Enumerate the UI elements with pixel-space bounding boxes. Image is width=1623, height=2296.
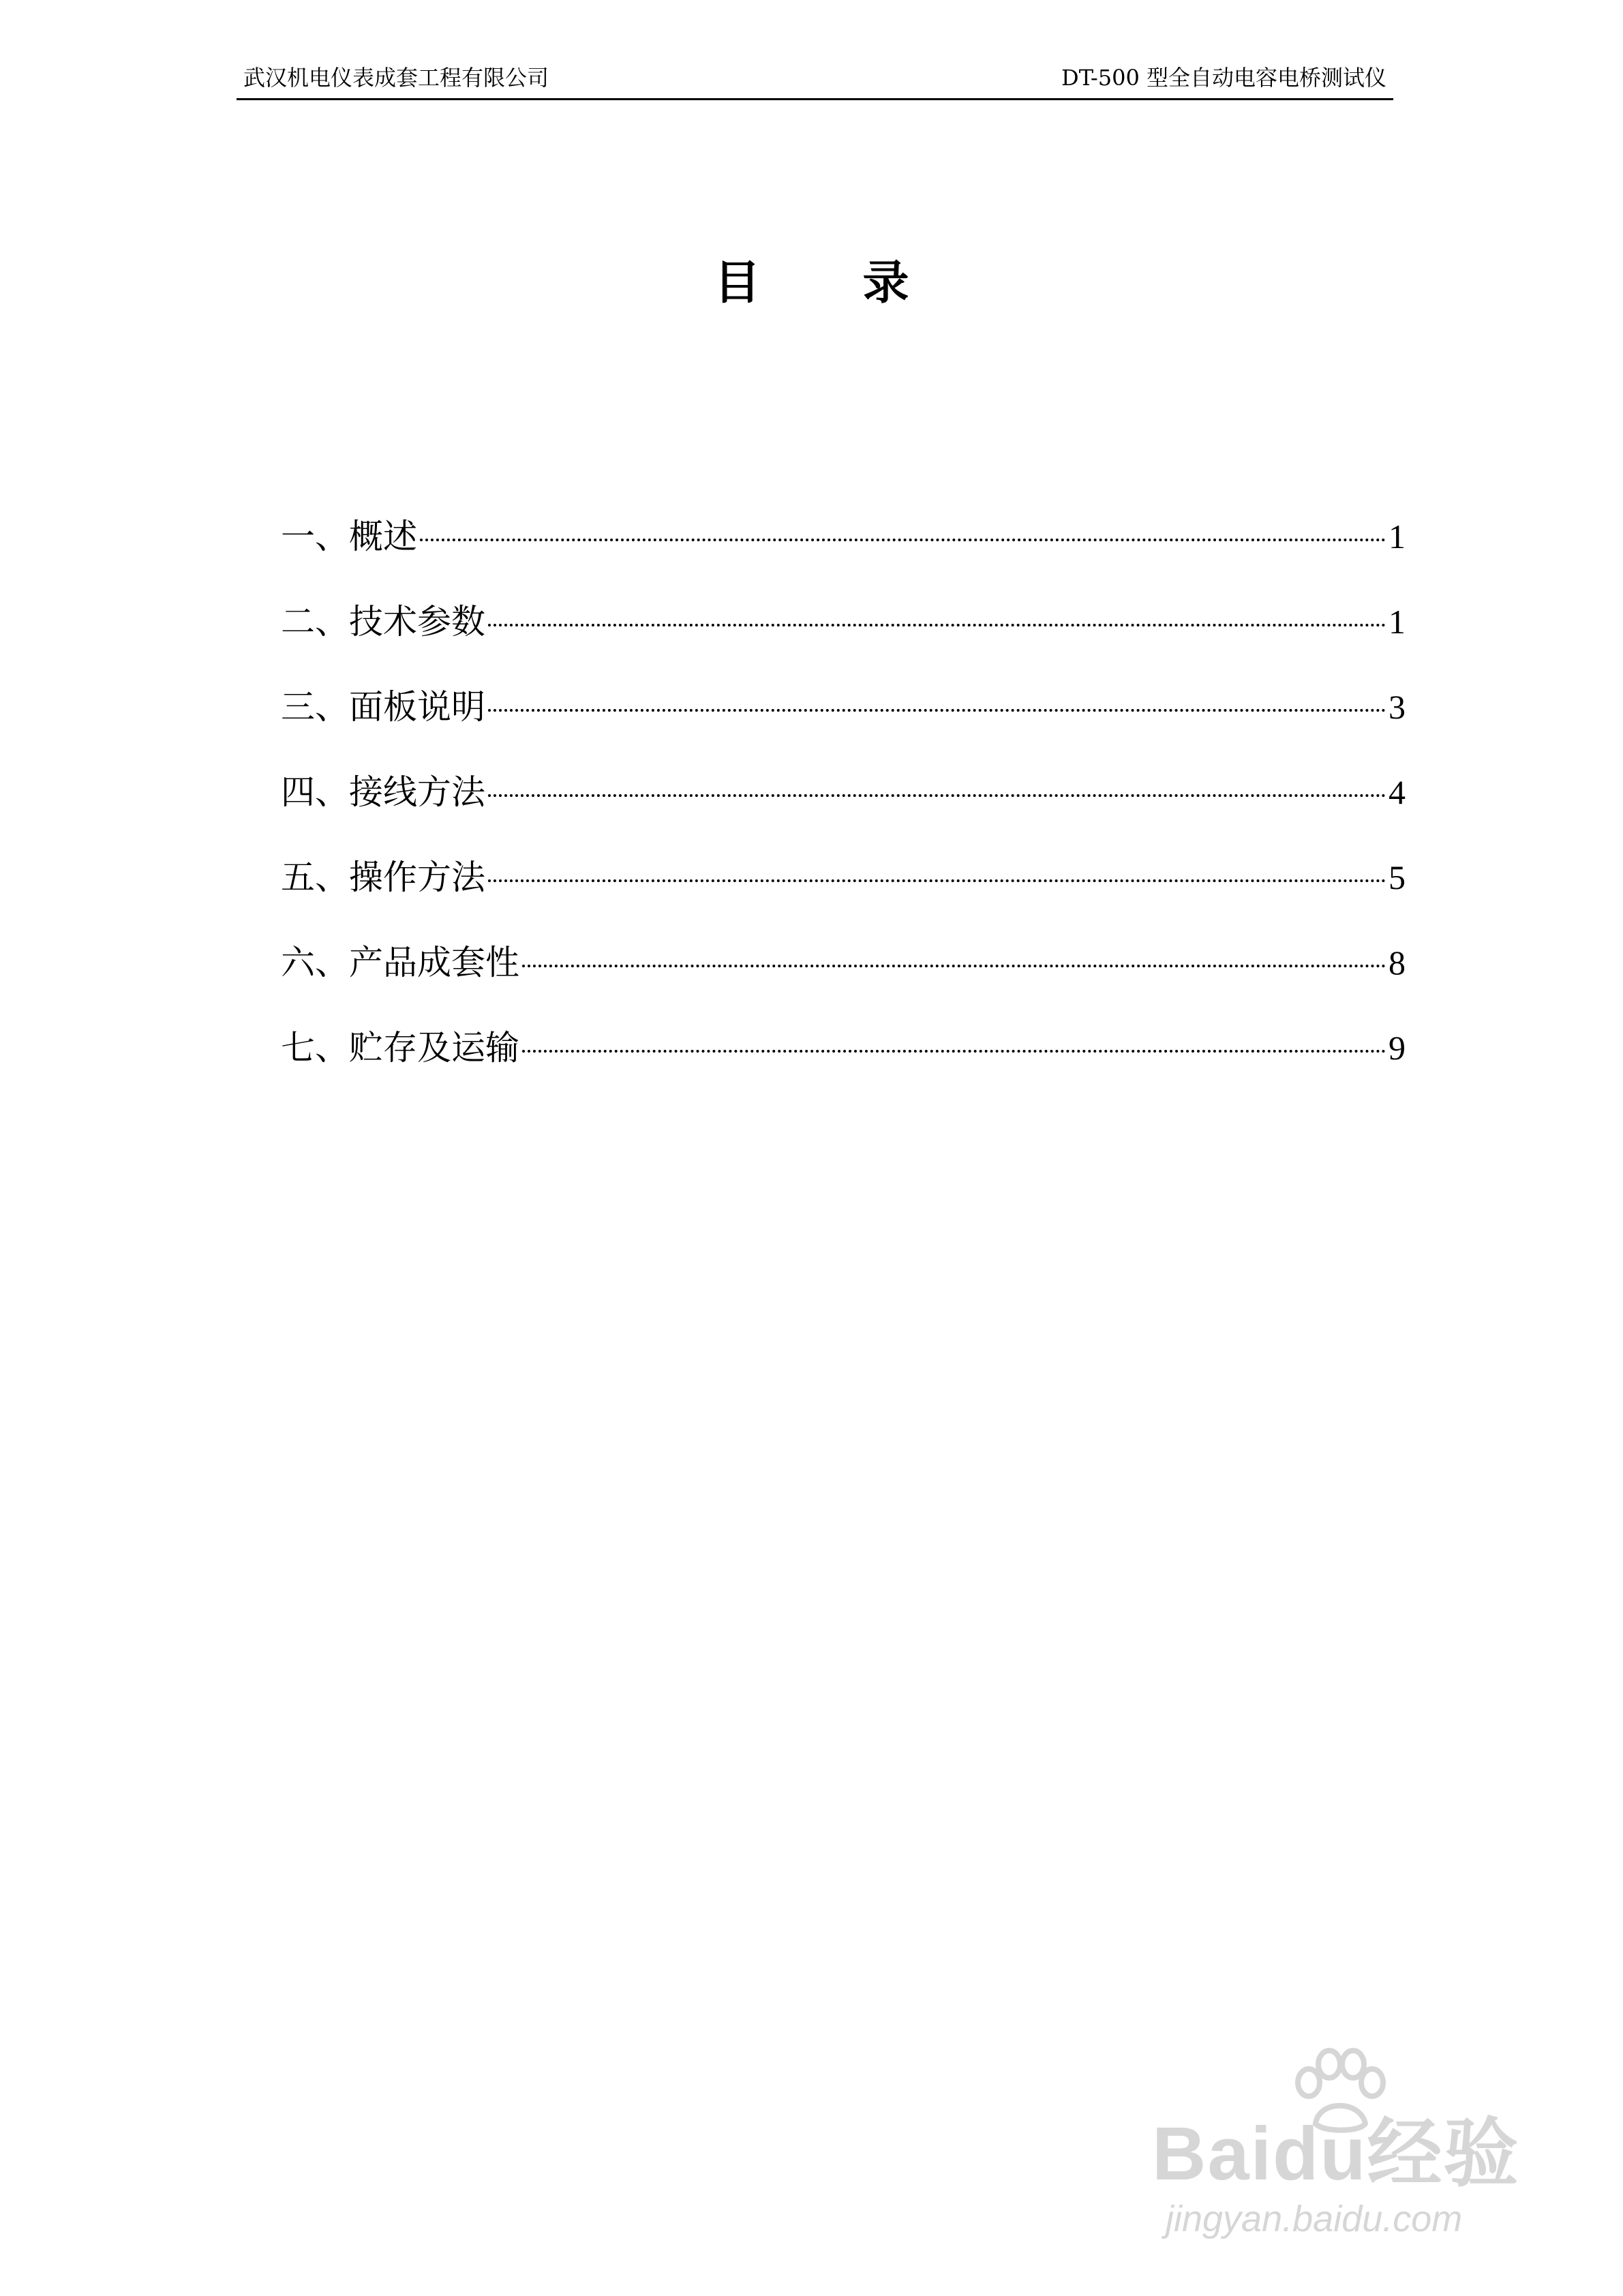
toc-entry-label: 二、技术参数 xyxy=(281,602,485,641)
toc-entry[interactable] xyxy=(281,854,1406,939)
toc-entry[interactable] xyxy=(281,939,1406,1024)
toc-leader xyxy=(488,709,1386,712)
toc-entry[interactable] xyxy=(281,513,1406,598)
page-header xyxy=(237,59,1393,100)
watermark-url: jingyan.baidu.com xyxy=(1166,2199,1463,2239)
toc-leader xyxy=(420,539,1386,541)
toc-entry-page: 1 xyxy=(1389,603,1406,641)
toc-leader xyxy=(488,624,1386,626)
toc-entry-page: 4 xyxy=(1389,773,1406,811)
toc-leader xyxy=(522,1050,1386,1053)
toc-entry-page: 5 xyxy=(1389,858,1406,896)
toc-entry-label: 三、面板说明 xyxy=(281,687,485,727)
toc-entry-page: 1 xyxy=(1389,517,1406,556)
page-title: 目录 xyxy=(714,256,1012,310)
toc-entry-label: 五、操作方法 xyxy=(281,858,485,897)
toc-entry-page: 8 xyxy=(1389,943,1406,982)
toc-entry-label: 四、接线方法 xyxy=(281,772,485,812)
toc-entry[interactable] xyxy=(281,1024,1406,1109)
toc-leader xyxy=(522,965,1386,967)
toc-entry[interactable] xyxy=(281,768,1406,854)
toc-entry-label: 七、贮存及运输 xyxy=(281,1028,519,1068)
toc-entry-page: 3 xyxy=(1389,688,1406,726)
toc-entry[interactable] xyxy=(281,598,1406,683)
toc-leader xyxy=(488,794,1386,797)
toc-entry[interactable] xyxy=(281,683,1406,768)
header-company: 武汉机电仪表成套工程有限公司 xyxy=(243,65,549,91)
baidu-watermark xyxy=(1152,2045,1534,2250)
header-product: DT-500 型全自动电容电桥测试仪 xyxy=(1061,65,1386,91)
toc-leader xyxy=(488,879,1386,882)
table-of-contents xyxy=(281,513,1406,1109)
toc-entry-label: 一、概述 xyxy=(281,517,417,556)
watermark-brand: Baidu经验 xyxy=(1152,2112,1520,2196)
toc-entry-label: 六、产品成套性 xyxy=(281,943,519,982)
toc-entry-page: 9 xyxy=(1389,1029,1406,1067)
